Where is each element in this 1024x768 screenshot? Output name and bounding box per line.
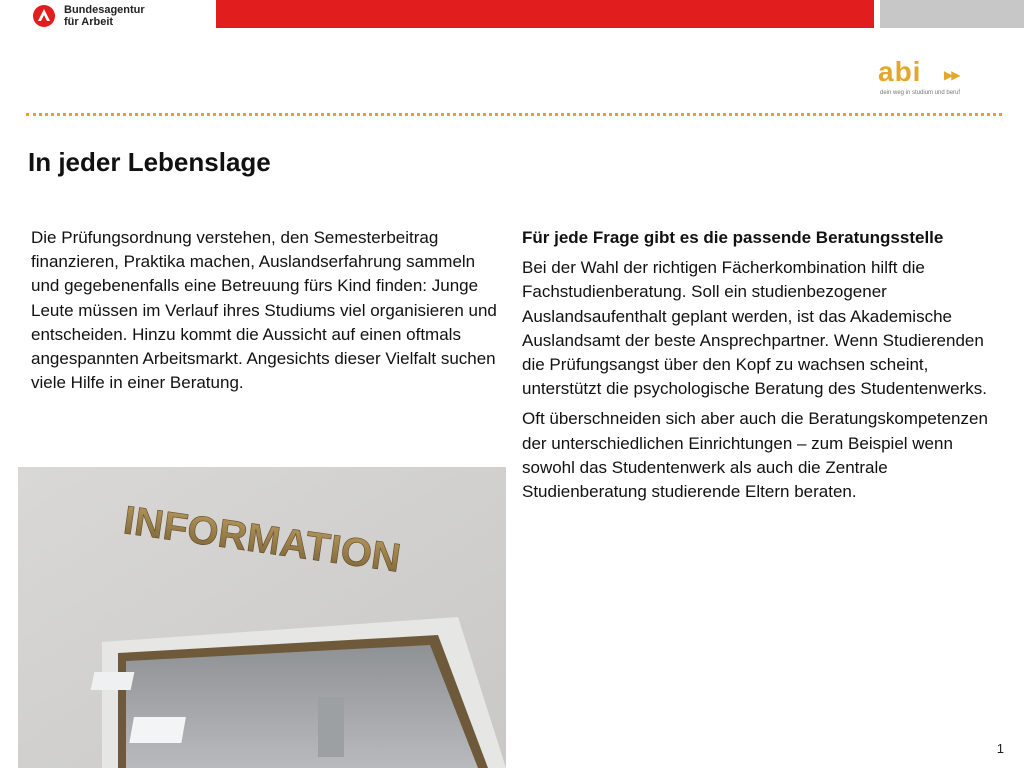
dotted-divider (26, 113, 1002, 116)
abi-logo (878, 56, 988, 100)
left-text: Die Prüfungsordnung verstehen, den Semesterbeitrag finanzieren, Praktika machen, Auslandserfahrung sammeln und gegebenenfalls eine Betreuung fürs Kind finden: Junge Leute müssen im Verlauf ihres Studiums viel organisieren und entscheiden. Hinzu kommt die Aussicht auf einen oftmals angespannten Arbeitsmarkt. Angesichts dieser Vielfalt suchen viele Hilfe in einer Beratung. (31, 228, 497, 393)
photo-illustration (18, 467, 506, 768)
abi-logo-word: abi (878, 56, 922, 87)
photo-sign-text: INFORMATION (120, 498, 404, 581)
right-paragraph-2: Oft überschneiden sich aber auch die Beratungskompetenzen der unterschiedlichen Einrichtungen – zum Beispiel wenn sowohl das Studentenwerk als auch die Zentrale Studienberatung studierende Eltern beraten. (522, 409, 988, 502)
abi-tagline: dein weg in studium und beruf (880, 90, 961, 96)
ba-logo (32, 4, 145, 28)
page-number: 1 (996, 741, 1004, 756)
ba-logo-text (64, 4, 145, 28)
right-column (522, 226, 1002, 510)
header-gray-bar (880, 0, 1024, 28)
right-paragraph-1: Bei der Wahl der richtigen Fächerkombination hilft die Fachstudienberatung. Soll ein studienbezogener Auslandsaufenthalt geplant werden, ist das Akademische Auslandsamt der beste Ansprechpartner. Wenn Studierenden die Prüfungsangst über den Kopf zu wachsen scheint, unterstützt die psychologische Beratung des Studentenwerks. (522, 258, 987, 399)
information-sign-photo (18, 467, 506, 768)
right-heading: Für jede Frage gibt es die passende Beratungsstelle (522, 228, 944, 247)
page-title: In jeder Lebenslage (28, 147, 271, 177)
abi-arrows-icon: ▶▶ (944, 68, 959, 82)
header-red-bar (216, 0, 874, 28)
ba-logo-icon (32, 4, 56, 28)
org-line-2: für Arbeit (64, 16, 114, 28)
org-line-1: Bundesagentur (64, 4, 145, 16)
